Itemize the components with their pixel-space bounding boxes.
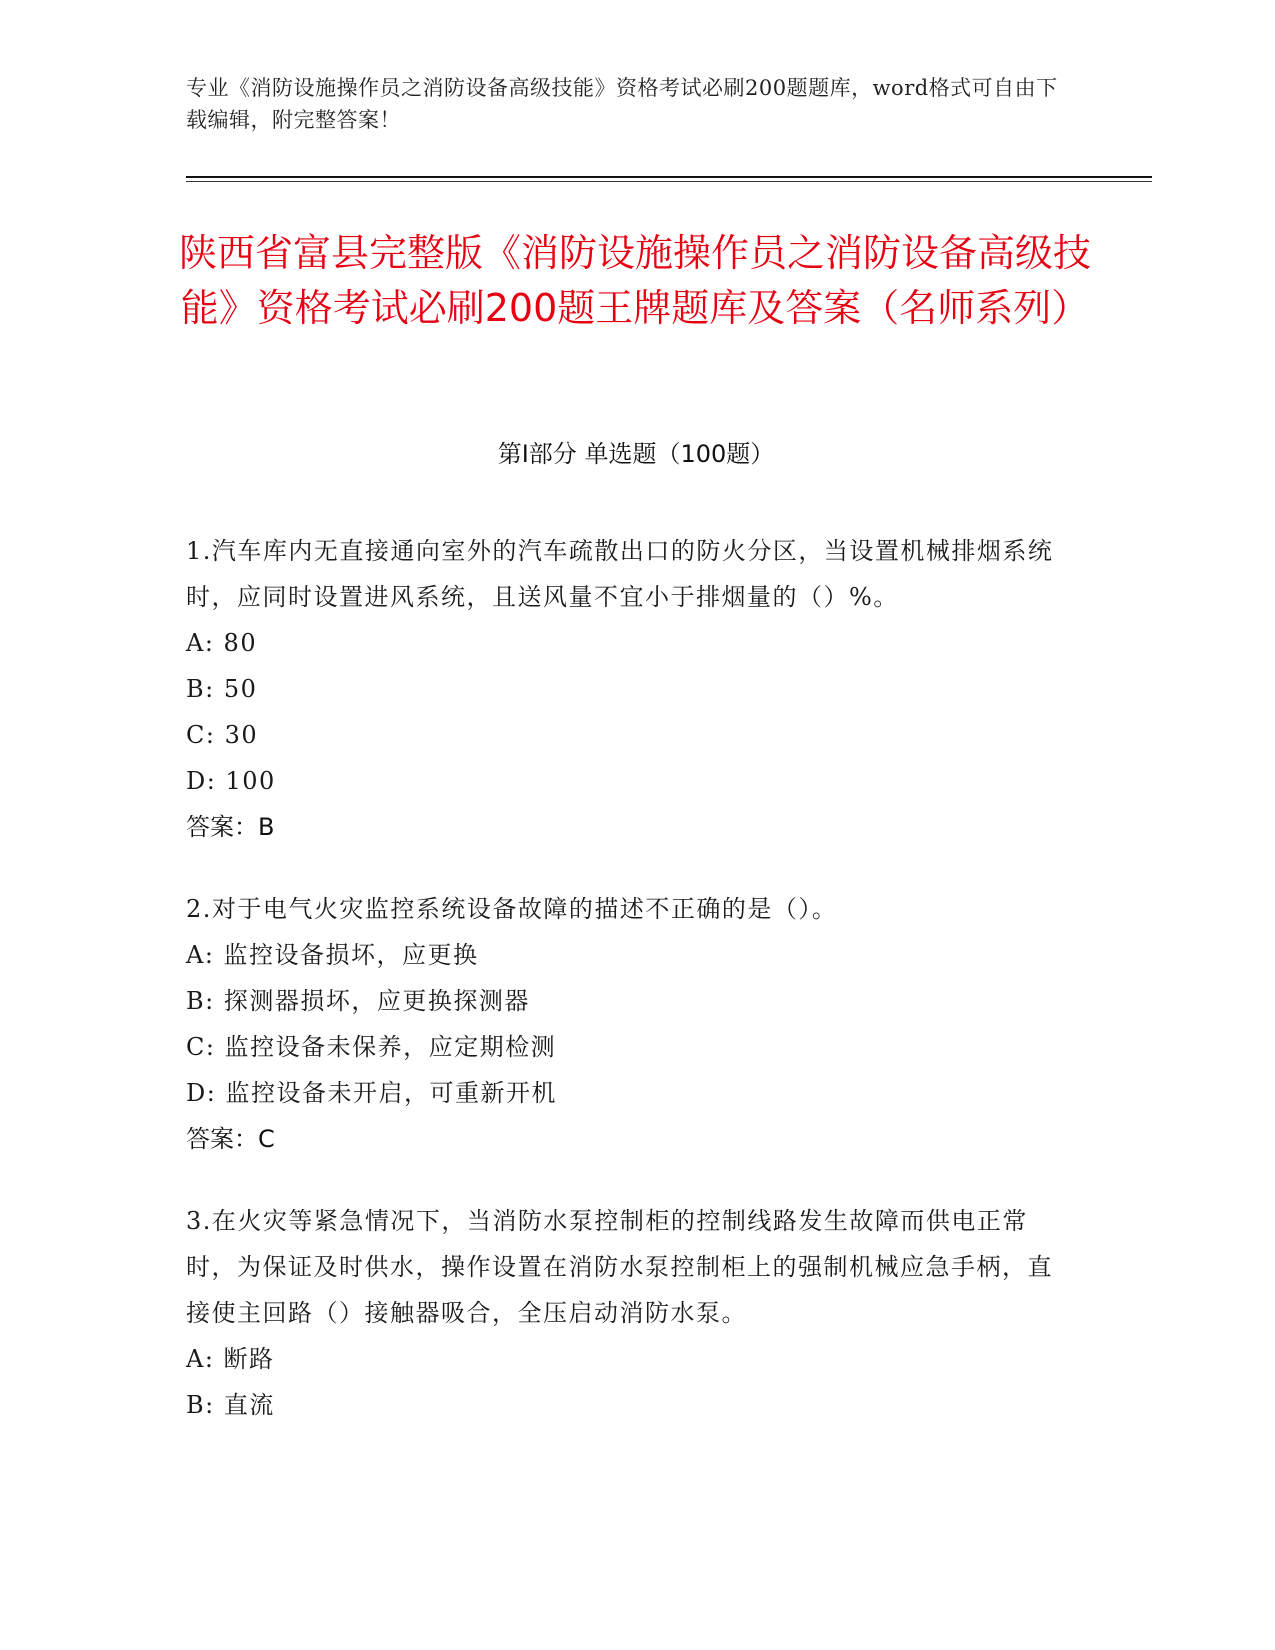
option-d: D: 100: [186, 767, 276, 795]
question-1: [186, 528, 1066, 850]
question-2: [186, 886, 1066, 1162]
question-stem: 2.对于电气火灾监控系统设备故障的描述不正确的是（）。: [186, 895, 838, 923]
option-b: B: 直流: [186, 1391, 275, 1419]
option-b: B: 探测器损坏，应更换探测器: [186, 987, 530, 1015]
option-c: C: 监控设备未保养，应定期检测: [186, 1033, 557, 1061]
option-a: A: 断路: [186, 1345, 275, 1373]
option-d: D: 监控设备未开启，可重新开机: [186, 1079, 557, 1107]
option-c: C: 30: [186, 721, 259, 749]
answer: 答案：B: [186, 813, 275, 841]
header-divider-thick: [186, 176, 1152, 178]
option-a: A: 80: [186, 629, 258, 657]
question-stem: 1.汽车库内无直接通向室外的汽车疏散出口的防火分区，当设置机械排烟系统时，应同时设置进风系统，且送风量不宜小于排烟量的（）%。: [186, 537, 1054, 611]
answer: 答案：C: [186, 1125, 275, 1153]
option-a: A: 监控设备损坏，应更换: [186, 941, 479, 969]
question-list: [186, 528, 1066, 1464]
header-note: 专业《消防设施操作员之消防设备高级技能》资格考试必刷200题题库，word格式可自由下载编辑，附完整答案！: [186, 76, 1058, 132]
option-b: B: 50: [186, 675, 258, 703]
question-stem: 3.在火灾等紧急情况下，当消防水泵控制柜的控制线路发生故障而供电正常时，为保证及时供水，操作设置在消防水泵控制柜上的强制机械应急手柄，直接使主回路（）接触器吸合，全压启动消防水泵。: [186, 1207, 1053, 1327]
question-3: [186, 1198, 1066, 1428]
header-divider-thin: [186, 181, 1152, 182]
section-title: 第I部分 单选题（100题）: [497, 440, 775, 468]
document-title: 陕西省富县完整版《消防设施操作员之消防设备高级技能》资格考试必刷200题王牌题库及答案（名师系列）: [178, 231, 1091, 330]
